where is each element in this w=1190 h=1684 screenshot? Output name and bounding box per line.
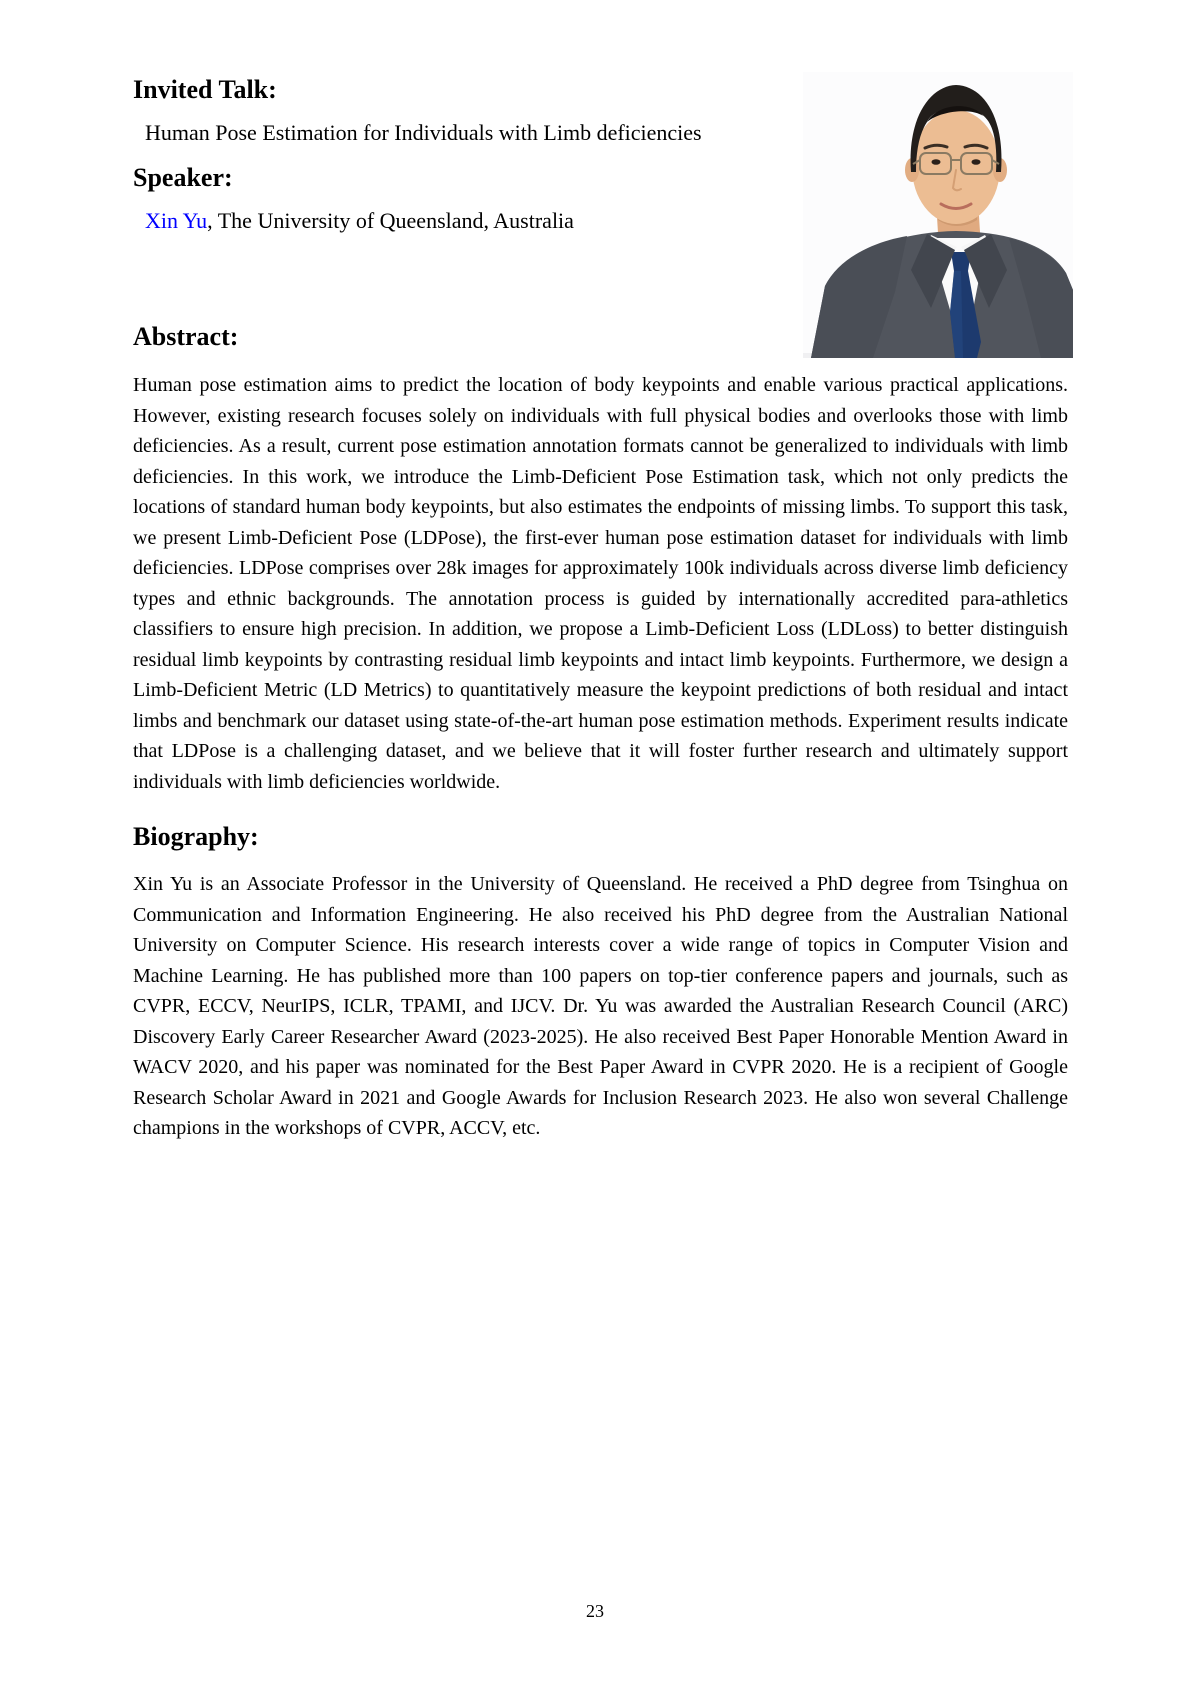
- talk-title: Human Pose Estimation for Individuals with Limb deficiencies: [145, 120, 702, 145]
- biography-text: Xin Yu is an Associate Professor in the University of Queensland. He received a PhD degree from Tsinghua on Communication and Information Engineering. He also received his PhD degree from the Australian National University on Computer Science. His research interests cover a wide range of topics in Computer Vision and Machine Learning. He has published more than 100 papers on top-tier conference papers and journals, such as CVPR, ECCV, NeurIPS, ICLR, TPAMI, and IJCV. Dr. Yu was awarded the Australian Research Council (ARC) Discovery Early Career Researcher Award (2023-2025). He also received Best Paper Honorable Mention Award in WACV 2020, and his paper was nominated for the Best Paper Award in CVPR 2020. He is a recipient of Google Research Scholar Award in 2021 and Google Awards for Inclusion Research 2023. He also won several Challenge champions in the workshops of CVPR, ACCV, etc.: [133, 873, 1068, 1139]
- biography-heading: Biography:: [133, 822, 259, 851]
- abstract-heading: Abstract:: [133, 322, 239, 351]
- speaker-affiliation: , The University of Queensland, Australia: [207, 208, 574, 233]
- invited-talk-heading: Invited Talk:: [133, 75, 277, 104]
- speaker-portrait-illustration: [803, 72, 1073, 358]
- page-number: 23: [586, 1601, 604, 1621]
- speaker-photo: [803, 72, 1073, 358]
- speaker-heading: Speaker:: [133, 163, 233, 192]
- abstract-text: Human pose estimation aims to predict the location of body keypoints and enable various practical applications. However, existing research focuses solely on individuals with full physical bodies and overlooks those with limb deficiencies. As a result, current pose estimation annotation formats cannot be generalized to individuals with limb deficiencies. In this work, we introduce the Limb-Deficient Pose Estimation task, which not only predicts the locations of standard human body keypoints, but also estimates the endpoints of missing limbs. To support this task, we present Limb-Deficient Pose (LDPose), the first-ever human pose estimation dataset for individuals with limb deficiencies. LDPose comprises over 28k images for approximately 100k individuals across diverse limb deficiency types and ethnic backgrounds. The annotation process is guided by internationally accredited para-athletics classifiers to ensure high precision. In addition, we propose a Limb-Deficient Loss (LDLoss) to better distinguish residual limb keypoints by contrasting residual limb keypoints and intact limb keypoints. Furthermore, we design a Limb-Deficient Metric (LD Metrics) to quantitatively measure the keypoint predictions of both residual and intact limbs and benchmark our dataset using state-of-the-art human pose estimation methods. Experiment results indicate that LDPose is a challenging dataset, and we believe that it will foster further research and ultimately support individuals with limb deficiencies worldwide.: [133, 374, 1068, 793]
- speaker-name[interactable]: Xin Yu: [145, 208, 208, 233]
